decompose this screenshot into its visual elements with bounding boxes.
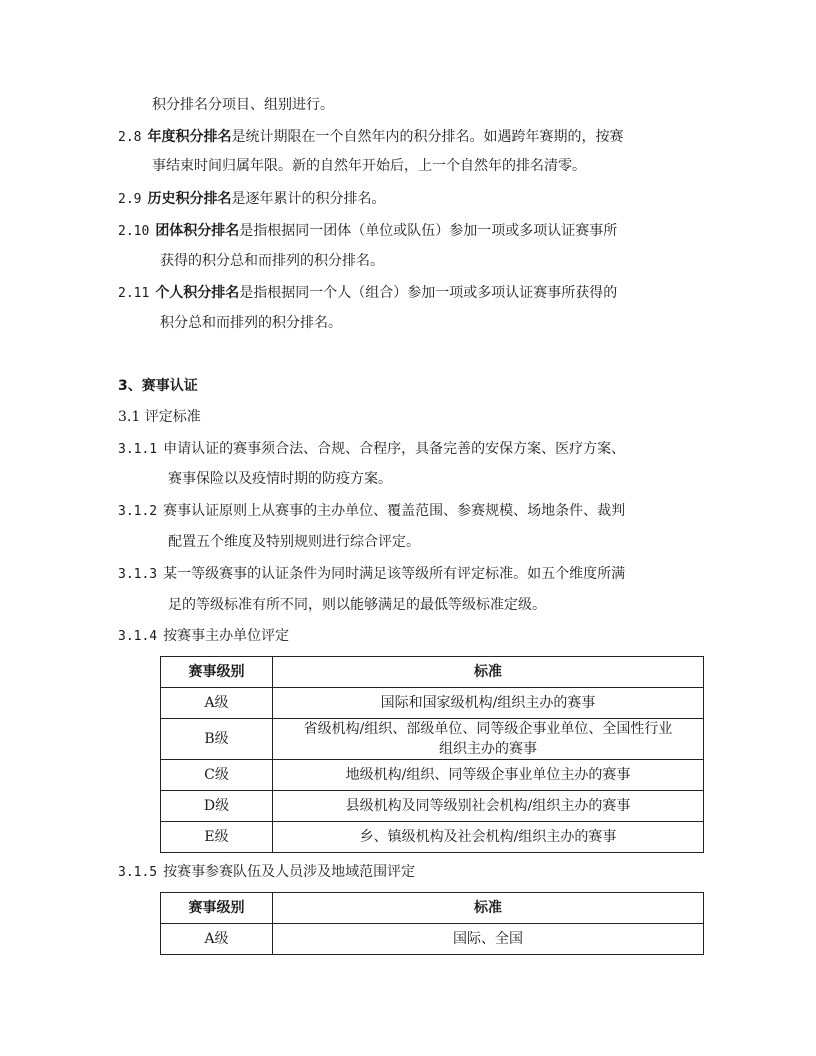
cell-level: E级 [161,822,273,853]
header-standard: 标准 [273,893,704,924]
item-2-11 [118,283,617,304]
table-header-row [161,893,704,924]
item-2-9 [118,189,385,210]
item-2-10 [118,221,617,242]
definition: 是指根据同一个人（组合）参加一项或多项认证赛事所获得的 [239,285,618,301]
cell-standard: 国际和国家级机构/组织主办的赛事 [273,688,704,719]
item-number: 3.1.3 [118,567,158,582]
item-number: 2.8 [118,130,142,145]
region-scope-table [160,892,704,955]
cell-level: B级 [161,719,273,760]
item-3-1-5 [118,862,415,883]
item-3-1-1 [118,439,625,460]
subsection-heading: 3.1 评定标准 [118,409,201,425]
header-level: 赛事级别 [161,657,273,688]
item-number: 3.1.2 [118,504,158,519]
header-level: 赛事级别 [161,893,273,924]
paragraph-line: 积分排名分项目、组别进行。 [152,97,334,113]
cell-standard: 县级机构及同等级别社会机构/组织主办的赛事 [273,791,704,822]
cell-standard: 国际、全国 [273,924,704,955]
definition: 是逐年累计的积分排名。 [231,191,386,207]
organizer-level-table [160,656,704,853]
section-heading: 3、赛事认证 [118,378,198,394]
paragraph-line: 事结束时间归属年限。新的自然年开始后，上一个自然年的排名清零。 [152,158,586,174]
item-3-1-4 [118,626,289,647]
item-number: 2.9 [118,192,142,207]
table-row [161,791,704,822]
item-number: 3.1.1 [118,442,158,457]
term: 个人积分排名 [155,285,240,301]
item-text: 赛事认证原则上从赛事的主办单位、覆盖范围、参赛规模、场地条件、裁判 [163,503,626,519]
item-3-1-3 [118,564,625,585]
definition: 是指根据同一团体（单位或队伍）参加一项或多项认证赛事所 [239,223,618,239]
table-row [161,719,704,760]
definition: 是统计期限在一个自然年内的积分排名。如遇跨年赛期的，按赛 [231,129,624,145]
item-number: 2.11 [118,286,150,301]
paragraph-line: 足的等级标准有所不同，则以能够满足的最低等级标准定级。 [168,597,546,613]
term: 团体积分排名 [155,223,240,239]
cell-standard [273,719,704,760]
item-3-1-2 [118,501,625,522]
term: 年度积分排名 [147,129,232,145]
cell-standard-line: 省级机构/组织、部级单位、同等级企事业单位、全国性行业 [303,721,673,737]
cell-level: A级 [161,688,273,719]
header-standard: 标准 [273,657,704,688]
table-header-row [161,657,704,688]
cell-standard: 乡、镇级机构及社会机构/组织主办的赛事 [273,822,704,853]
paragraph-line: 获得的积分总和而排列的积分排名。 [160,253,384,269]
item-text: 某一等级赛事的认证条件为同时满足该等级所有评定标准。如五个维度所满 [163,566,626,582]
item-2-8 [118,127,623,148]
paragraph-line: 赛事保险以及疫情时期的防疫方案。 [168,471,392,487]
table-row [161,760,704,791]
cell-standard: 地级机构/组织、同等级企事业单位主办的赛事 [273,760,704,791]
item-number: 3.1.4 [118,629,158,644]
item-text: 按赛事参赛队伍及人员涉及地域范围评定 [163,864,416,880]
item-text: 申请认证的赛事须合法、合规、合程序，具备完善的安保方案、医疗方案、 [163,441,626,457]
paragraph-line: 配置五个维度及特别规则进行综合评定。 [168,534,420,550]
cell-level: C级 [161,760,273,791]
cell-level: A级 [161,924,273,955]
table-row [161,822,704,853]
paragraph-line: 积分总和而排列的积分排名。 [160,315,342,331]
item-number: 2.10 [118,224,150,239]
cell-standard-line: 组织主办的赛事 [439,741,537,757]
table-row [161,688,704,719]
cell-level: D级 [161,791,273,822]
item-text: 按赛事主办单位评定 [163,628,290,644]
item-number: 3.1.5 [118,865,158,880]
table-row [161,924,704,955]
term: 历史积分排名 [147,191,232,207]
